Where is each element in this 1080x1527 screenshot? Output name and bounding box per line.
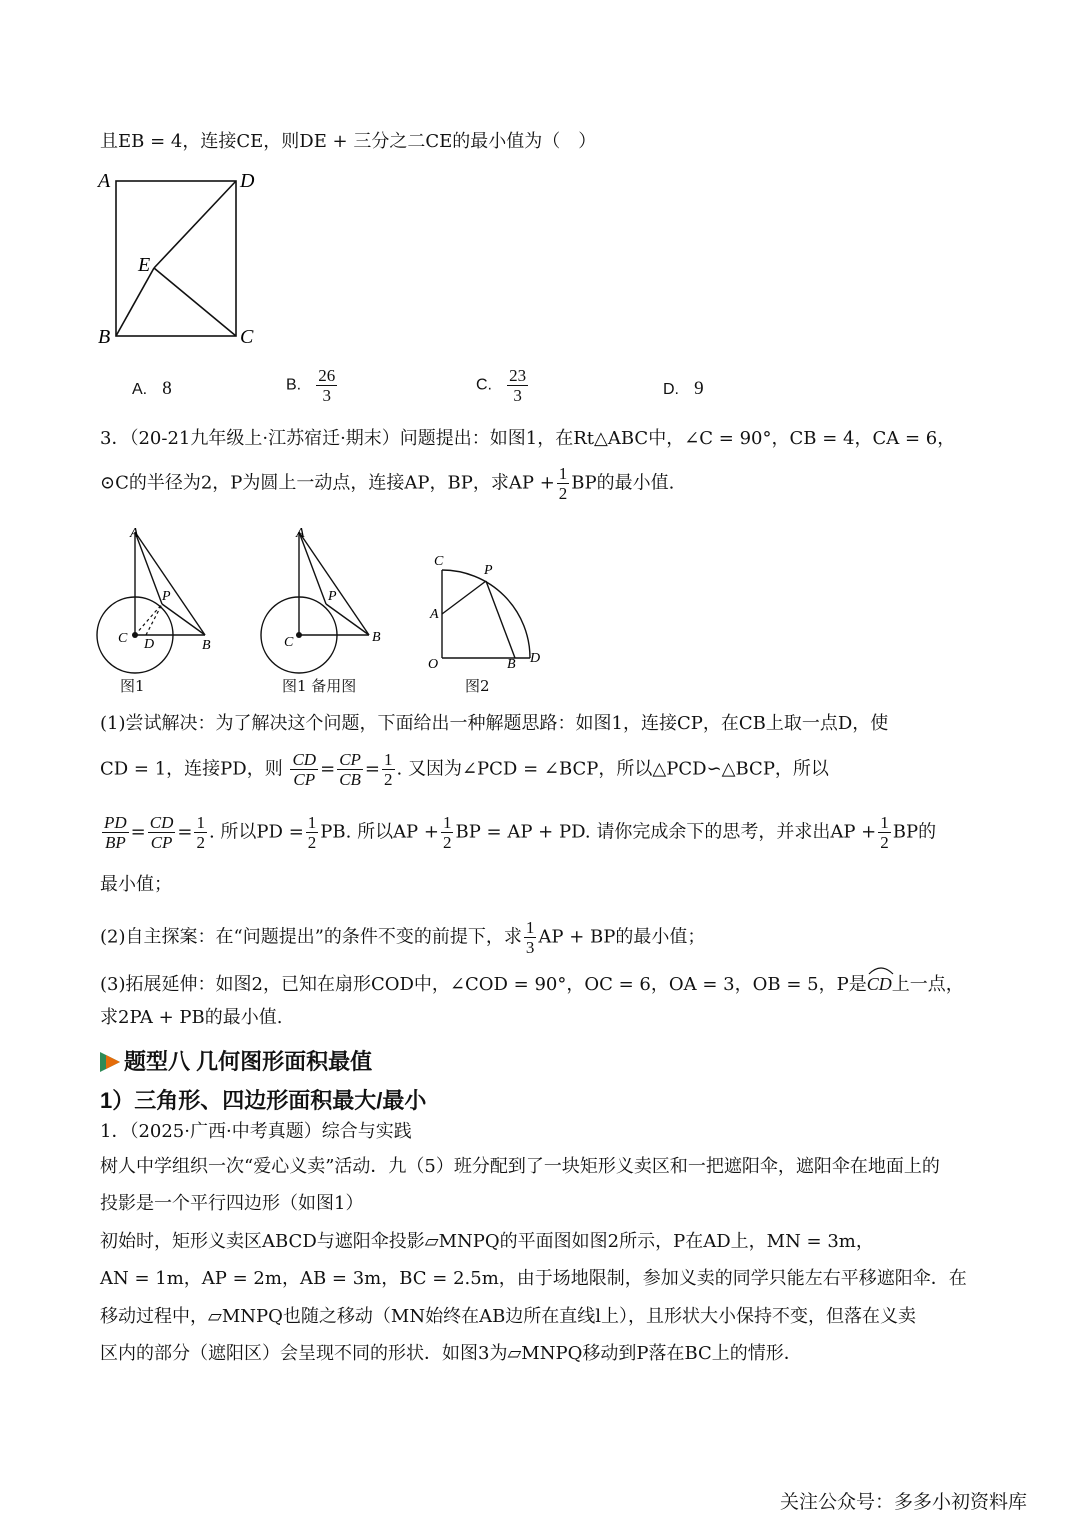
label-D: D <box>240 170 255 192</box>
option-a[interactable]: A. 8 <box>132 378 172 399</box>
fig1-label-D: D <box>144 637 155 652</box>
question-prev-line1: 且EB = 4，连接CE，则DE + 三分之二CE的最小值为（ ） <box>100 131 597 152</box>
q3-part1-line2: CD = 1，连接PD，则 $\frac{CD}{CP}$ = $\frac{CP}{CB}$ = $\frac{1}{2}$ . 又因为∠PCD = ∠BCP，所以△PCD∽△BCP，所以 <box>100 750 829 789</box>
fig1-label-C: C <box>118 631 128 646</box>
rectangle-figure <box>92 165 272 350</box>
label-A: A <box>98 170 111 192</box>
fig2-caption: 图2 <box>465 677 490 695</box>
fig1-label-P: P <box>162 589 171 604</box>
figure-1 <box>92 520 232 680</box>
q3-part3-line1: (3)拓展延伸：如图2，已知在扇形COD中，∠COD = 90°，OC = 6，OA = 3，OB = 5，P是 CD上一点， <box>100 968 964 997</box>
q3-line2: ⊙C的半径为2，P为圆上一动点，连接AP，BP，求AP + $\frac{1}{2}$ BP的最小值. <box>100 464 675 503</box>
arc-cd: CD <box>866 974 892 994</box>
fig3-label-A: A <box>430 607 439 622</box>
label-B: B <box>98 326 111 348</box>
q3-part3-line2: 求2PA + PB的最小值. <box>100 1007 283 1028</box>
fig3-label-C: C <box>434 554 444 569</box>
q3-part1-line3: $\frac{PD}{BP}$ = $\frac{CD}{CP}$ = $\frac{1}{2}$ . 所以PD = $\frac{1}{2}$ PB. 所以AP + $\frac{1}{2}$ BP = AP + PD. 请你完成余下的思考，并求出AP + $\frac{1}{2}$ BP的 <box>104 813 937 852</box>
figure-2 <box>424 548 554 673</box>
fig2-label-C: C <box>284 635 294 650</box>
qnew-line5: AN = 1m，AP = 2m，AB = 3m，BC = 2.5m，由于场地限制，参加义卖的同学只能左右平移遮阳伞．在 <box>100 1268 967 1289</box>
figure-1-backup <box>256 520 396 680</box>
fig2-label-A: A <box>296 526 305 541</box>
fig2-label-P: P <box>328 589 337 604</box>
qnew-line1: 1．（2025·广西·中考真题）综合与实践 <box>100 1121 412 1142</box>
qnew-line2: 树人中学组织一次“爱心义卖”活动．九（5）班分配到了一块矩形义卖区和一把遮阳伞，遮阳伞在地面上的 <box>100 1156 940 1177</box>
footer-watermark: 关注公众号：多多小初资料库 <box>780 1491 1028 1513</box>
fig2-label-B: B <box>372 630 381 645</box>
qnew-line6: 移动过程中，▱MNPQ也随之移动（MN始终在AB边所在直线l上），且形状大小保持不变，但落在义卖 <box>100 1306 917 1327</box>
q3-part2: (2)自主探案：在“问题提出”的条件不变的前提下，求 $\frac{1}{3}$ AP + BP的最小值； <box>100 918 706 957</box>
label-C: C <box>240 326 254 348</box>
fig1-label-B: B <box>202 638 211 653</box>
q3-part1-line1: (1)尝试解决：为了解决这个问题，下面给出一种解题思路：如图1，连接CP，在CB上取一点D，使 <box>100 713 889 734</box>
fig3-label-B: B <box>507 657 516 672</box>
fig3-label-D: D <box>530 651 541 666</box>
fig3-label-O: O <box>428 657 439 672</box>
fig1-label-A: A <box>130 526 139 541</box>
option-b[interactable]: B. $\frac{26}{3}$ <box>286 366 336 405</box>
qnew-line4: 初始时，矩形义卖区ABCD与遮阳伞投影▱MNPQ的平面图如图2所示，P在AD上，MN = 3m， <box>100 1231 874 1252</box>
label-E: E <box>138 254 151 276</box>
qnew-line3: 投影是一个平行四边形（如图1） <box>100 1193 364 1214</box>
q3-line1: 3．（20-21九年级上·江苏宿迁·期末）问题提出：如图1，在Rt△ABC中，∠C = 90°，CB = 4，CA = 6， <box>100 428 956 449</box>
fig1-caption: 图1 <box>120 677 145 695</box>
fig3-label-P: P <box>484 563 493 578</box>
option-c[interactable]: C. $\frac{23}{3}$ <box>476 366 527 405</box>
section-subtitle: 1）三角形、四边形面积最大/最小 <box>100 1088 427 1113</box>
q3-part1-line4: 最小值； <box>100 874 172 895</box>
fig1-backup-caption: 图1 备用图 <box>282 677 357 695</box>
option-d[interactable]: D. 9 <box>663 378 704 399</box>
section-title: 题型八 几何图形面积最值 <box>124 1049 373 1074</box>
qnew-line7: 区内的部分（遮阳区）会呈现不同的形状．如图3为▱MNPQ移动到P落在BC上的情形． <box>100 1343 802 1364</box>
section-arrow-icon <box>98 1050 122 1074</box>
